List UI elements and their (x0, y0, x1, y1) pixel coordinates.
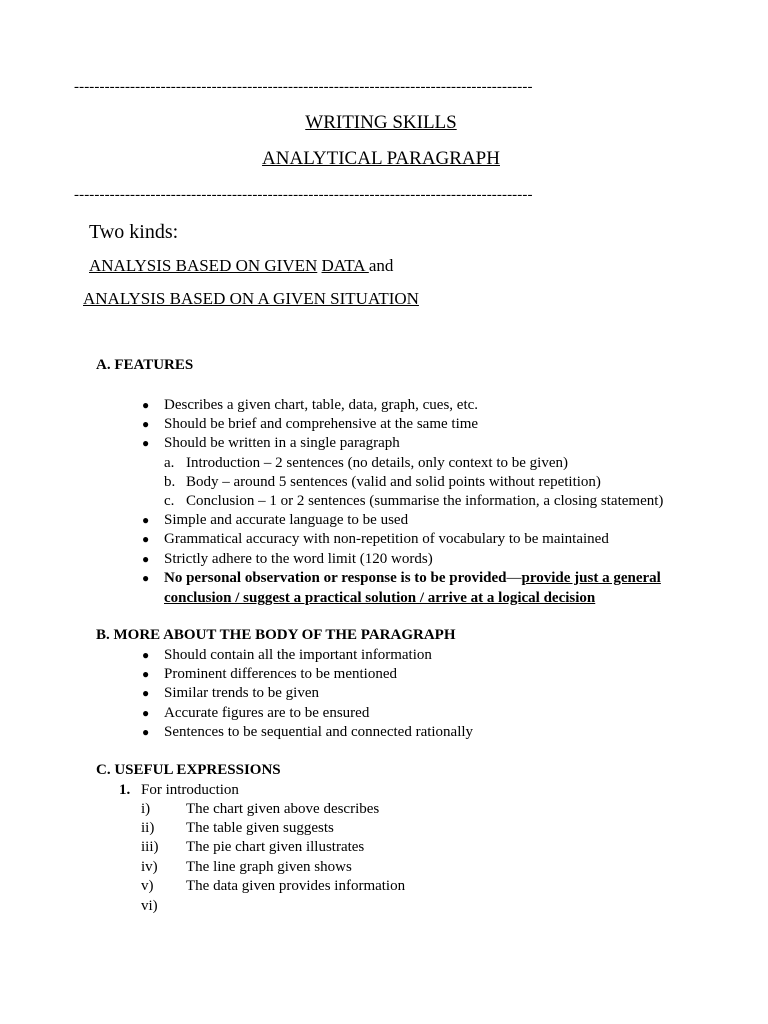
expression-text: The chart given above describes (186, 801, 380, 817)
rule-bottom: ------------------------------------------------------------------------------------------ (74, 187, 533, 203)
bullet-icon: ● (142, 552, 150, 566)
section-a-heading: A. FEATURES (96, 357, 194, 373)
sub-list-text: Introduction – 2 sentences (no details, only context to be given) (186, 455, 568, 471)
list-item-text: Should contain all the important information (164, 647, 432, 663)
list-item-text: Describes a given chart, table, data, graph, cues, etc. (164, 397, 479, 413)
bullet-icon: ● (142, 725, 150, 739)
bullet-icon: ● (142, 417, 150, 431)
expression-number: ii) (141, 820, 155, 836)
em-dash: — (506, 570, 522, 586)
sub-list-letter: b. (164, 474, 176, 490)
expression-text: The line graph given shows (186, 859, 352, 875)
expression-number: v) (141, 878, 154, 894)
sub-list-letter: a. (164, 455, 175, 471)
bullet-icon: ● (142, 571, 150, 585)
kind-one-data: DATA (321, 256, 369, 275)
section-b-heading: B. MORE ABOUT THE BODY OF THE PARAGRAPH (96, 627, 456, 643)
sub-list-letter: c. (164, 493, 175, 509)
expression-number: iv) (141, 859, 158, 875)
page-title: WRITING SKILLS (305, 112, 457, 133)
sub-list-text: Body – around 5 sentences (valid and solid points without repetition) (186, 474, 601, 490)
expression-number: vi) (141, 898, 158, 914)
list-item-text: Should be written in a single paragraph (164, 435, 400, 451)
kind-one-text: ANALYSIS BASED ON GIVEN (89, 256, 318, 275)
bullet-icon: ● (142, 648, 150, 662)
bullet-icon: ● (142, 667, 150, 681)
list-item-text: Grammatical accuracy with non-repetition of vocabulary to be maintained (164, 531, 609, 547)
expression-text: The table given suggests (186, 820, 334, 836)
sub-list-text: Conclusion – 1 or 2 sentences (summarise the information, a closing statement) (186, 493, 664, 509)
bullet-icon: ● (142, 686, 150, 700)
bullet-icon: ● (142, 532, 150, 546)
emphasis-bold: No personal observation or response is to be provided (164, 570, 507, 586)
list-item-text (164, 569, 661, 588)
section-c-heading: C. USEFUL EXPRESSIONS (96, 762, 281, 778)
kind-and: and (368, 256, 394, 275)
expression-number: iii) (141, 839, 159, 855)
page-subtitle: ANALYTICAL PARAGRAPH (262, 148, 500, 169)
emphasis-underline-continued: conclusion / suggest a practical solution / arrive at a logical decision (164, 590, 596, 606)
expression-text: The pie chart given illustrates (186, 839, 365, 855)
kind-two-line: ANALYSIS BASED ON A GIVEN SITUATION (83, 289, 419, 308)
list-item-text: Accurate figures are to be ensured (164, 705, 370, 721)
expression-text: The data given provides information (186, 878, 406, 894)
rule-top: ------------------------------------------------------------------------------------------ (74, 79, 533, 95)
list-item-text: Similar trends to be given (164, 685, 319, 701)
list-item-text: Prominent differences to be mentioned (164, 666, 397, 682)
kind-one-line (89, 256, 393, 276)
expression-number: i) (141, 801, 151, 817)
list-item-text: Simple and accurate language to be used (164, 512, 409, 528)
bullet-icon: ● (142, 513, 150, 527)
item-number: 1. (119, 782, 131, 798)
list-item-text: Should be brief and comprehensive at the same time (164, 416, 479, 432)
bullet-icon: ● (142, 398, 150, 412)
list-item-text: Strictly adhere to the word limit (120 words) (164, 551, 433, 567)
emphasis-underline: provide just a general (521, 570, 661, 586)
two-kinds-label: Two kinds: (89, 221, 179, 243)
item-label: For introduction (141, 782, 239, 798)
list-item-text: Sentences to be sequential and connected rationally (164, 724, 474, 740)
bullet-icon: ● (142, 436, 150, 450)
bullet-icon: ● (142, 706, 150, 720)
